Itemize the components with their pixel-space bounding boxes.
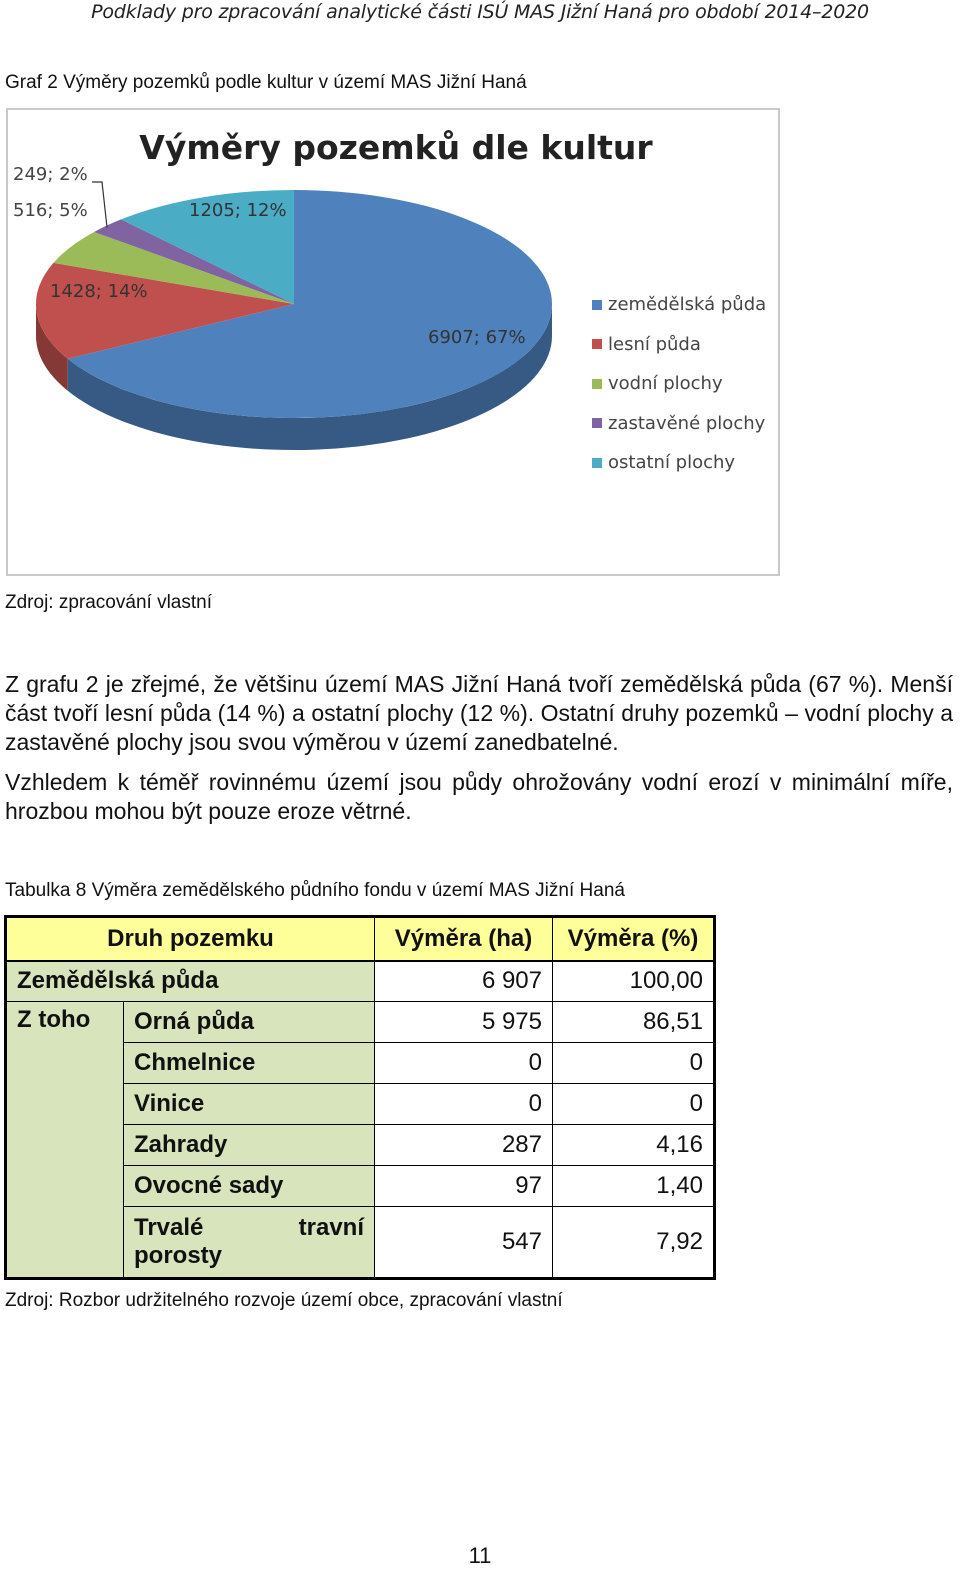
row-label-part: porosty xyxy=(134,1242,223,1269)
data-label-vodni: 516; 5% xyxy=(13,200,88,221)
legend-label: ostatní plochy xyxy=(608,452,736,474)
group-label: Z toho xyxy=(6,1002,124,1279)
legend-item xyxy=(592,364,766,404)
chart-title: Výměry pozemků dle kultur xyxy=(139,128,653,167)
figure-source: Zdroj: zpracování vlastní xyxy=(5,592,212,613)
row-label: Orná půda xyxy=(124,1002,375,1043)
data-label-lesni: 1428; 14% xyxy=(50,281,148,302)
header-cell: Výměra (ha) xyxy=(375,917,553,961)
row-label: Ovocné sady xyxy=(124,1166,375,1207)
value-pct: 0 xyxy=(553,1084,715,1125)
legend-swatch xyxy=(592,379,602,389)
value-pct: 86,51 xyxy=(553,1002,715,1043)
header-cell: Druh pozemku xyxy=(6,917,375,961)
data-label-zastavene: 249; 2% xyxy=(13,164,88,185)
legend-item xyxy=(592,443,766,483)
legend-label: zemědělská půda xyxy=(608,294,767,316)
value-pct: 4,16 xyxy=(553,1125,715,1166)
legend-swatch xyxy=(592,458,602,468)
legend-swatch xyxy=(592,339,602,349)
land-area-table xyxy=(4,915,716,1280)
legend-label: vodní plochy xyxy=(608,373,723,395)
row-label-part: Trvalé xyxy=(134,1214,204,1241)
value-pct: 100,00 xyxy=(553,961,715,1002)
value-ha: 6 907 xyxy=(375,961,553,1002)
page-number: 11 xyxy=(468,1543,492,1568)
legend-item xyxy=(592,325,766,365)
running-header: Podklady pro zpracování analytické části ISÚ MAS Jižní Haná pro období 2014–2020 xyxy=(91,1,869,23)
legend-item xyxy=(592,285,766,325)
value-pct: 1,40 xyxy=(553,1166,715,1207)
paragraph-2: Vzhledem k téměř rovinnému území jsou půdy ohrožovány vodní erozí v minimální míře, hrozbou mohou být pouze eroze větrné. xyxy=(5,769,953,824)
row-label: Chmelnice xyxy=(124,1043,375,1084)
value-ha: 0 xyxy=(375,1084,553,1125)
table-caption: Tabulka 8 Výměra zemědělského půdního fondu v území MAS Jižní Haná xyxy=(5,880,625,901)
row-label-part: travní xyxy=(298,1214,364,1241)
value-ha: 547 xyxy=(375,1207,553,1279)
chart-legend xyxy=(592,285,766,483)
table-header-row xyxy=(6,917,715,961)
table-row xyxy=(6,1002,715,1043)
legend-label: lesní půda xyxy=(608,333,701,355)
value-ha: 0 xyxy=(375,1043,553,1084)
value-ha: 5 975 xyxy=(375,1002,553,1043)
legend-swatch xyxy=(592,418,602,428)
table-row xyxy=(6,961,715,1002)
header-cell: Výměra (%) xyxy=(553,917,715,961)
value-pct: 7,92 xyxy=(553,1207,715,1279)
row-label: Zahrady xyxy=(124,1125,375,1166)
row-label: Zemědělská půda xyxy=(6,961,375,1002)
value-ha: 287 xyxy=(375,1125,553,1166)
value-ha: 97 xyxy=(375,1166,553,1207)
row-label xyxy=(124,1207,375,1279)
figure-caption: Graf 2 Výměry pozemků podle kultur v území MAS Jižní Haná xyxy=(5,72,527,93)
value-pct: 0 xyxy=(553,1043,715,1084)
legend-item xyxy=(592,404,766,444)
data-label-zemedelska: 6907; 67% xyxy=(428,327,526,348)
leader-line xyxy=(92,182,107,227)
legend-label: zastavěné plochy xyxy=(608,412,766,434)
paragraph-1: Z grafu 2 je zřejmé, že většinu území MAS Jižní Haná tvoří zemědělská půda (67 %). Menší část tvoří lesní půda (14 %) a ostatní plochy (12 %). Ostatní druhy pozemků – vodní plochy a zastavěné plochy jsou svou výměrou v území zanedbatelné. xyxy=(5,671,953,755)
row-label: Vinice xyxy=(124,1084,375,1125)
table-source: Zdroj: Rozbor udržitelného rozvoje území obce, zpracování vlastní xyxy=(5,1290,563,1311)
data-label-ostatni: 1205; 12% xyxy=(189,200,287,221)
legend-swatch xyxy=(592,300,602,310)
